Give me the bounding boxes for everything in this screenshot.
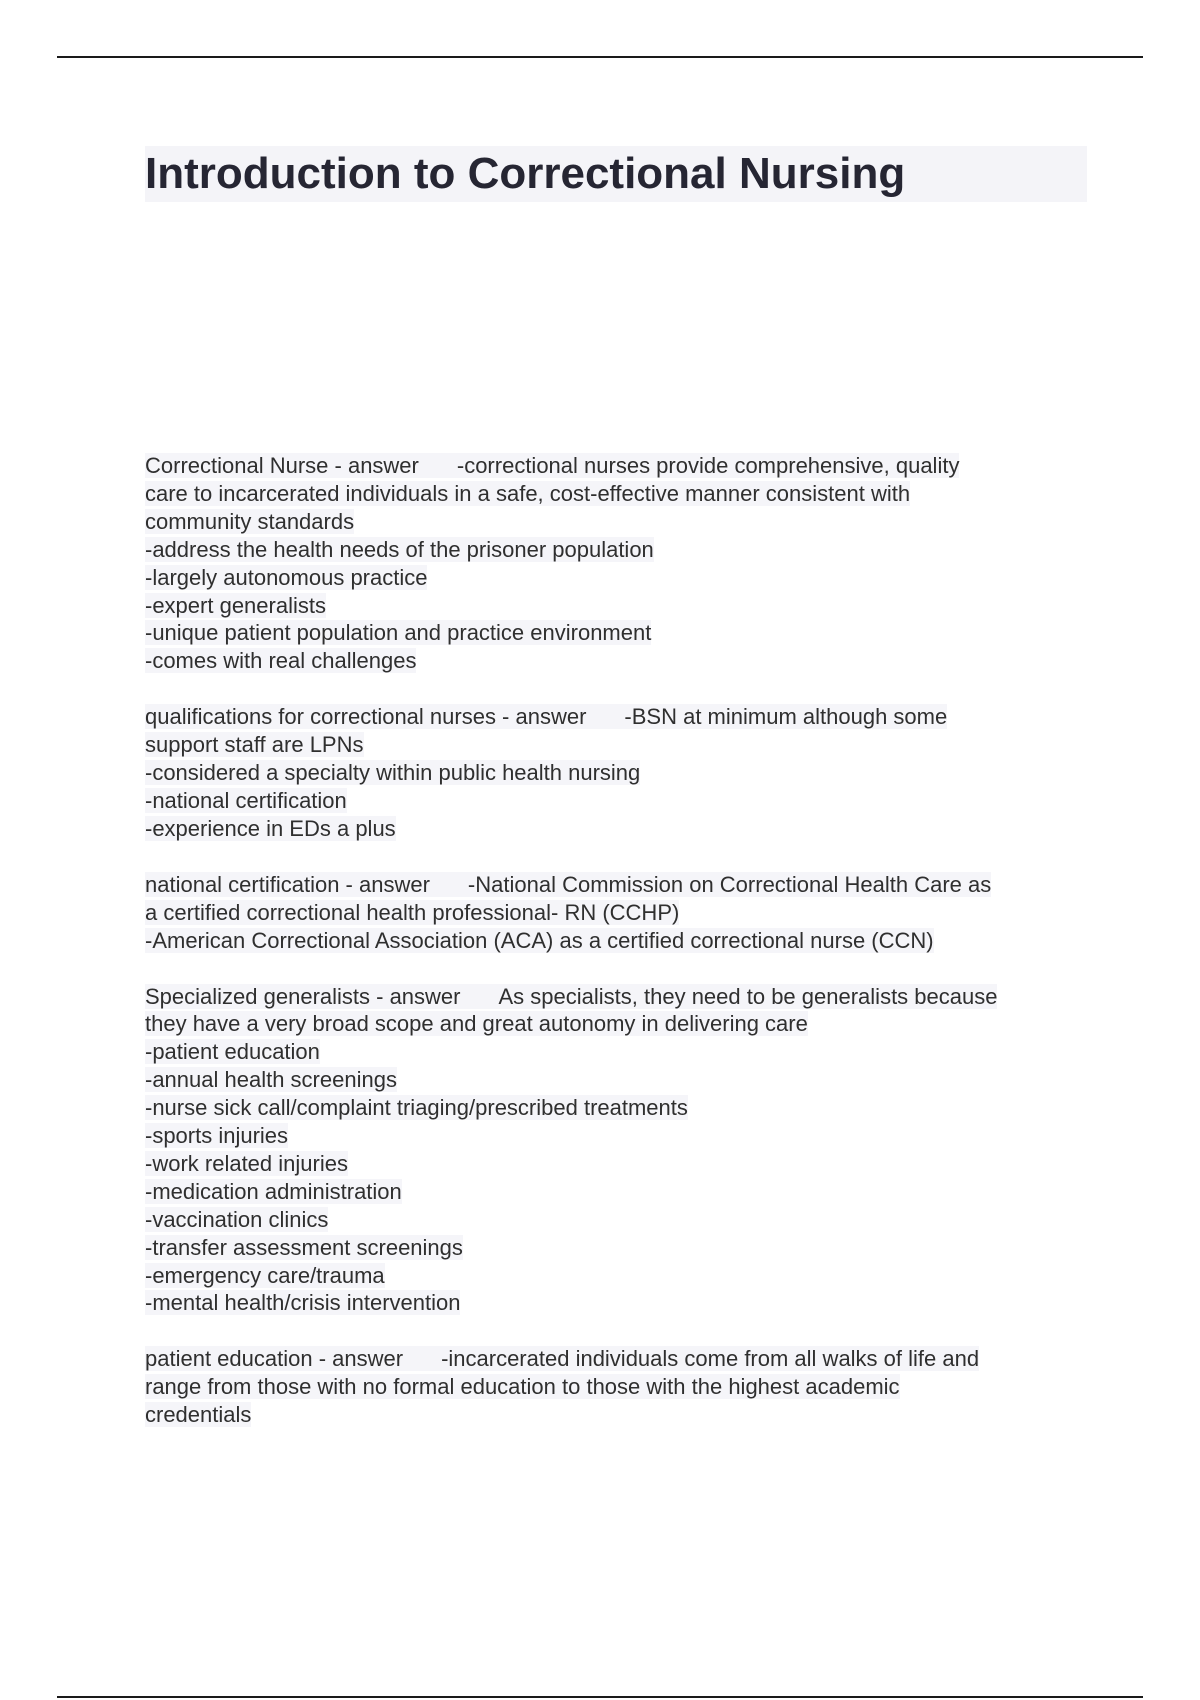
card-line bbox=[145, 1289, 1095, 1317]
flashcard bbox=[145, 983, 1095, 1318]
card-line bbox=[145, 1010, 1095, 1038]
card-line bbox=[145, 1150, 1095, 1178]
card-text: -mental health/crisis intervention bbox=[145, 1290, 461, 1316]
card-line bbox=[145, 899, 1095, 927]
card-text: -incarcerated individuals come from all walks of life and bbox=[441, 1346, 980, 1372]
card-text: -correctional nurses provide comprehensive, quality bbox=[456, 453, 960, 478]
card-text: -BSN at minimum although some bbox=[624, 704, 948, 730]
card-term: patient education - answer bbox=[145, 1346, 404, 1372]
card-text: -medication administration bbox=[145, 1178, 402, 1204]
card-line bbox=[145, 1178, 1095, 1206]
card-text: support staff are LPNs bbox=[145, 732, 364, 758]
card-line bbox=[145, 1094, 1095, 1122]
card-text: -national certification bbox=[145, 787, 347, 813]
card-text: credentials bbox=[145, 1402, 252, 1428]
card-line bbox=[145, 536, 1095, 564]
card-line bbox=[145, 1122, 1095, 1150]
page-title: Introduction to Correctional Nursing bbox=[145, 149, 906, 198]
card-text: -patient education bbox=[145, 1039, 320, 1065]
card-line bbox=[145, 927, 1095, 955]
card-term: Correctional Nurse - answer bbox=[145, 453, 419, 478]
card-line bbox=[145, 564, 1095, 592]
card-line bbox=[145, 1401, 1095, 1429]
flashcard bbox=[145, 703, 1095, 843]
card-text: -nurse sick call/complaint triaging/prescribed treatments bbox=[145, 1095, 688, 1121]
card-text: -considered a specialty within public health nursing bbox=[145, 760, 641, 786]
card-text: they have a very broad scope and great autonomy in delivering care bbox=[145, 1011, 808, 1037]
card-text: -vaccination clinics bbox=[145, 1206, 329, 1232]
card-line bbox=[145, 452, 1095, 480]
card-text: -unique patient population and practice environment bbox=[145, 620, 652, 646]
card-line bbox=[145, 480, 1095, 508]
card-line bbox=[145, 1234, 1095, 1262]
top-rule bbox=[57, 56, 1143, 58]
card-term: qualifications for correctional nurses - answer bbox=[145, 704, 587, 730]
card-text: care to incarcerated individuals in a safe, cost-effective manner consistent with bbox=[145, 480, 911, 506]
card-term: Specialized generalists - answer bbox=[145, 983, 461, 1009]
card-text: community standards bbox=[145, 508, 355, 534]
card-line bbox=[145, 508, 1095, 536]
card-line bbox=[145, 731, 1095, 759]
card-text: -experience in EDs a plus bbox=[145, 815, 396, 841]
bottom-rule bbox=[57, 1696, 1143, 1698]
card-line bbox=[145, 815, 1095, 843]
card-line bbox=[145, 1345, 1095, 1373]
card-line bbox=[145, 871, 1095, 899]
card-text: -emergency care/trauma bbox=[145, 1262, 385, 1288]
card-line bbox=[145, 787, 1095, 815]
flashcard bbox=[145, 1345, 1095, 1429]
card-line bbox=[145, 703, 1095, 731]
card-text: -address the health needs of the prisoner population bbox=[145, 536, 654, 562]
card-term: national certification - answer bbox=[145, 871, 430, 897]
flashcard bbox=[145, 871, 1095, 955]
card-line bbox=[145, 1206, 1095, 1234]
card-text: -National Commission on Correctional Health Care as bbox=[467, 871, 992, 897]
card-line bbox=[145, 647, 1095, 675]
card-text: -comes with real challenges bbox=[145, 648, 417, 674]
card-line bbox=[145, 759, 1095, 787]
card-text: -expert generalists bbox=[145, 592, 326, 618]
card-text: a certified correctional health professional- RN (CCHP) bbox=[145, 899, 680, 925]
card-line bbox=[145, 983, 1095, 1011]
flashcard-list bbox=[145, 452, 1095, 1457]
card-line bbox=[145, 1373, 1095, 1401]
card-line bbox=[145, 1066, 1095, 1094]
card-text: -largely autonomous practice bbox=[145, 564, 428, 590]
card-line bbox=[145, 1038, 1095, 1066]
card-line bbox=[145, 1262, 1095, 1290]
card-text: range from those with no formal education to those with the highest academic bbox=[145, 1374, 900, 1400]
card-text: -work related injuries bbox=[145, 1150, 348, 1176]
card-text: -annual health screenings bbox=[145, 1067, 397, 1093]
card-line bbox=[145, 619, 1095, 647]
flashcard bbox=[145, 452, 1095, 675]
card-text: -American Correctional Association (ACA) as a certified correctional nurse (CCN) bbox=[145, 927, 934, 953]
card-text: -transfer assessment screenings bbox=[145, 1234, 463, 1260]
card-text: -sports injuries bbox=[145, 1123, 289, 1149]
card-text: As specialists, they need to be generalists because bbox=[498, 983, 998, 1009]
card-line bbox=[145, 592, 1095, 620]
